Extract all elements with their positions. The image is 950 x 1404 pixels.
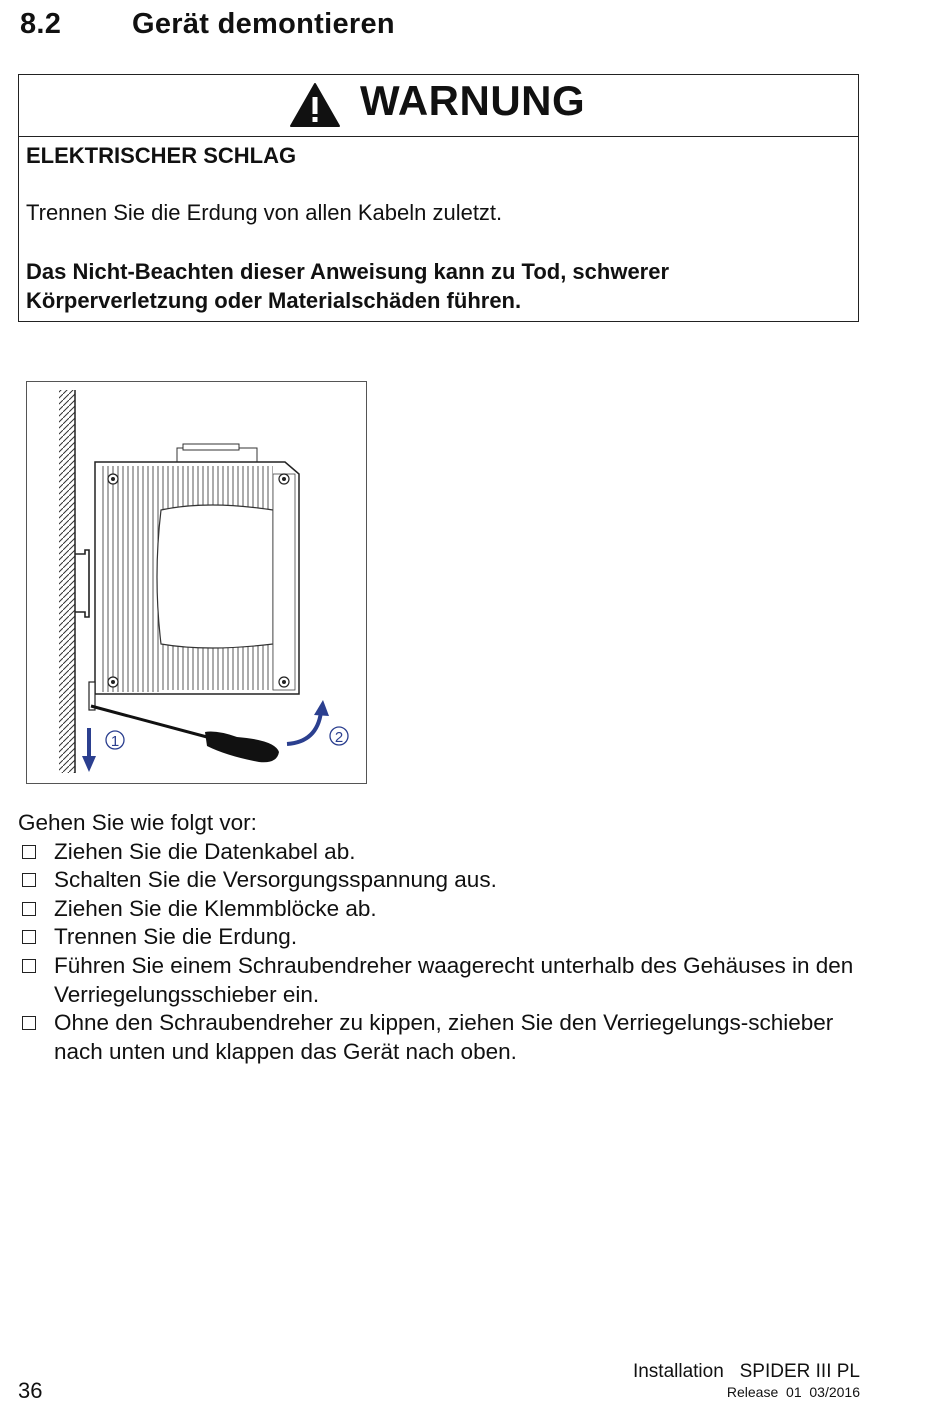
arrow-down bbox=[82, 728, 96, 772]
checkbox-icon bbox=[22, 902, 36, 916]
label-step-1: 1 bbox=[110, 733, 120, 750]
warning-title: WARNUNG bbox=[360, 77, 586, 124]
checkbox-icon bbox=[22, 959, 36, 973]
checkbox-icon bbox=[22, 845, 36, 859]
wall-hatching bbox=[59, 390, 75, 773]
label-step-2: 2 bbox=[334, 729, 344, 746]
warning-consequence: Das Nicht-Beachten dieser Anweisung kann zu Tod, schwerer Körperverletzung oder Materialschäden führen. bbox=[26, 259, 670, 313]
footer-release: Release 01 03/2016 bbox=[726, 1384, 860, 1400]
warning-box bbox=[18, 74, 859, 322]
dismount-illustration bbox=[26, 381, 367, 784]
page-number: 36 bbox=[18, 1378, 43, 1403]
steps-intro: Gehen Sie wie folgt vor: bbox=[18, 810, 257, 835]
list-item: Führen Sie einem Schraubendreher waagerecht unterhalb des Gehäuses in den Verriegelungsschieber ein. bbox=[18, 952, 878, 1009]
list-item: Trennen Sie die Erdung. bbox=[18, 923, 878, 952]
front-panel bbox=[157, 505, 273, 648]
steps-list bbox=[18, 838, 878, 1067]
footer-document-title: Installation SPIDER III PL bbox=[632, 1361, 860, 1382]
arrow-curve-up bbox=[287, 700, 329, 744]
checkbox-icon bbox=[22, 873, 36, 887]
warning-text: Trennen Sie die Erdung von allen Kabeln zuletzt. bbox=[26, 200, 503, 225]
warning-header bbox=[19, 75, 858, 137]
list-item: Ziehen Sie die Klemmblöcke ab. bbox=[18, 895, 878, 924]
checkbox-icon bbox=[22, 1016, 36, 1030]
list-item: Ziehen Sie die Datenkabel ab. bbox=[18, 838, 878, 867]
din-rail bbox=[75, 550, 89, 617]
instruction-steps bbox=[18, 809, 878, 1066]
checkbox-icon bbox=[22, 930, 36, 944]
section-title: Gerät demontieren bbox=[132, 8, 395, 40]
warning-subtitle: ELEKTRISCHER SCHLAG bbox=[26, 143, 297, 168]
section-number: 8.2 bbox=[20, 8, 62, 40]
list-item: Schalten Sie die Versorgungsspannung aus. bbox=[18, 866, 878, 895]
device-drawing bbox=[27, 382, 366, 783]
warning-triangle-icon bbox=[289, 82, 341, 128]
section-heading bbox=[20, 8, 395, 41]
list-item: Ohne den Schraubendreher zu kippen, ziehen Sie den Verriegelungs-schieber nach unten und klappen das Gerät nach oben. bbox=[18, 1009, 878, 1066]
